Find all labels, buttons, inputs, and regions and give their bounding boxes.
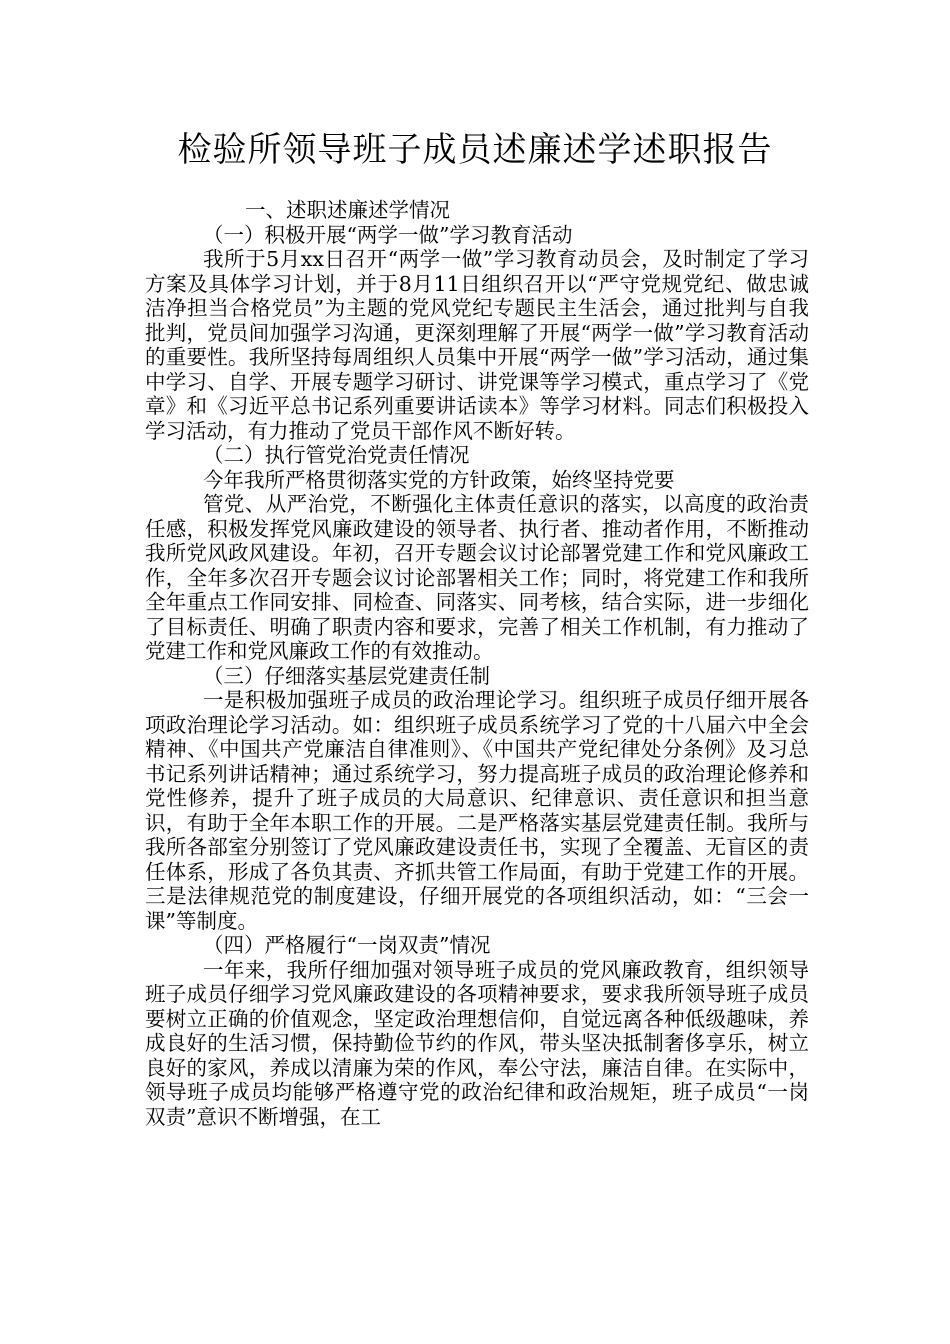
section-2-heading: （二）执行管党治党责任情况 <box>203 443 470 467</box>
section-3-paragraph: 一是积极加强班子成员的政治理论学习。组织班子成员仔细开展各项政治理论学习活动。如：组织班子成员系统学习了党的十八届六中全会精神、《中国共产党廉洁自律准则》、《中国共产党纪律处分条例》及习总书记系列讲话精神；通过系统学习，努力提高班子成员的政治理论修养和党性修养，提升了班子成员的大局意识、纪律意识、责任意识和担当意识，有助于全年本职工作的开展。二是严格落实基层党建责任制。我所与我所各部室分别签订了党风廉政建设责任书，实现了全覆盖、无盲区的责任体系，形成了各负其责、齐抓共管工作局面，有助于党建工作的开展。三是法律规范党的制度建设，仔细开展党的各项组织活动，如：“三会一课”等制度。 <box>145 688 809 933</box>
document-title: 检验所领导班子成员述廉述学述职报告 <box>177 130 773 170</box>
section-1-heading: （一）积极开展“两学一做”学习教育活动 <box>203 222 573 247</box>
section-4-paragraph: 一年来，我所仔细加强对领导班子成员的党风廉政教育，组织领导班子成员仔细学习党风廉政建设的各项精神要求，要求我所领导班子成员要树立正确的价值观念，坚定政治理想信仰，自觉远离各种低级趣味，养成良好的生活习惯，保持勤俭节约的作风，带头坚决抵制奢侈享乐，树立良好的家风，养成以清廉为荣的作风，奉公守法，廉洁自律。在实际中，领导班子成员均能够严格遵守党的政治纪律和政治规矩，班子成员“一岗双责”意识不断增强，在工 <box>145 957 809 1129</box>
section-4-heading: （四）严格履行“一岗双责”情况 <box>203 933 491 957</box>
section-3-heading: （三）仔细落实基层党建责任制 <box>203 663 490 688</box>
heading-level-1: 一、述职述廉述学情况 <box>245 198 450 222</box>
section-1-paragraph: 我所于5月xx日召开“两学一做”学习教育动员会，及时制定了学习方案及具体学习计划，并于8月11日组织召开以“严守党规党纪、做忠诚洁净担当合格党员”为主题的党风党纪专题民主生活会，通过批判与自我批判，党员间加强学习沟通，更深刻理解了开展“两学一做”学习教育活动的重要性。我所坚持每周组织人员集中开展“两学一做”学习活动，通过集中学习、自学、开展专题学习研讨、讲党课等学习模式，重点学习了《党章》和《习近平总书记系列重要讲话读本》等学习材料。同志们积极投入学习活动，有力推动了党员干部作风不断好转。 <box>145 247 809 443</box>
section-2-paragraph-1: 今年我所严格贯彻落实党的方针政策，始终坚持党要 <box>203 467 675 492</box>
document-body <box>145 198 809 1129</box>
section-2-paragraph-2: 管党、从严治党，不断强化主体责任意识的落实，以高度的政治责任感，积极发挥党风廉政建设的领导者、执行者、推动者作用，不断推动我所党风政风建设。年初，召开专题会议讨论部署党建工作和党风廉政工作，全年多次召开专题会议讨论部署相关工作；同时，将党建工作和我所全年重点工作同安排、同检查、同落实、同考核，结合实际，进一步细化了目标责任、明确了职责内容和要求，完善了相关工作机制，有力推动了党建工作和党风廉政工作的有效推动。 <box>145 492 809 663</box>
